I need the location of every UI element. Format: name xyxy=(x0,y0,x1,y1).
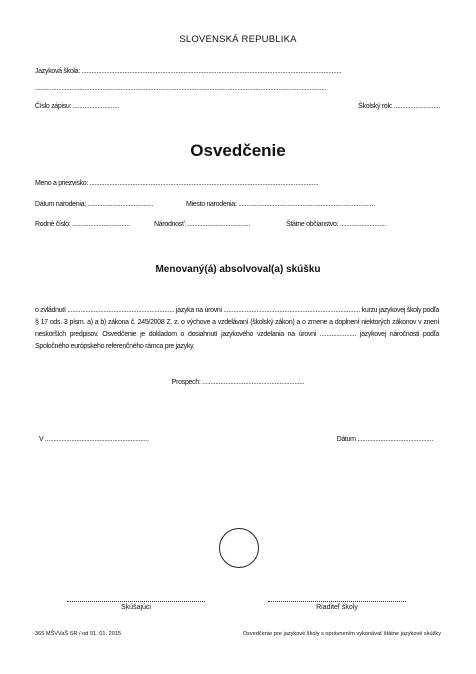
birth-date-field: Dátum narodenia: ........................................ xyxy=(35,201,154,208)
exam-subtitle: Menovaný(á) absolvoval(a) skúšku xyxy=(155,264,321,275)
document-title: Osvedčenie xyxy=(190,141,286,160)
grade-field: Prospech: .............................................................. xyxy=(171,379,305,386)
registration-number-field: Číslo zápisu: ............................ xyxy=(35,103,119,110)
footer-form-code: 365 MŠVVaŠ SR / od 01. 01. 2015 xyxy=(35,631,122,637)
director-signature-line xyxy=(268,601,406,602)
name-field: Meno a priezvisko: ........................................................................................................................................... xyxy=(35,180,319,187)
examiner-label: Skúšajúci xyxy=(121,604,151,611)
school-year-field: Školský rok: ............................ xyxy=(358,103,440,110)
exam-description-paragraph: o zvládnutí ................................................................. jazyka na úrovni ................................................................................... kurzu jazykovej školy podľa § 17 ods. 3 písm. a) a b) zákona č. 245/2008 Z. z. o výchove a vzdelávaní (školský zákon) a o zmene a doplnení niektorých zákonov v znení neskorších predpisov. Osvedčenie je dokladom o dosiahnutí jazykového vzdelania na úrovni ...................... jazykovej náročnosti podľa Spoločného európskeho referenčného rámca pre jazyky. xyxy=(35,307,439,350)
citizenship-field: Štátne občianstvo: ............................ xyxy=(286,221,386,228)
footer-description: Osvedčenie pre jazykové školy s oprávnením vykonávať štátne jazykové skúšky xyxy=(242,631,441,637)
examiner-signature-line xyxy=(67,601,205,602)
school-field-continuation: ................................................................................................................................................................................. xyxy=(35,85,327,92)
official-seal-circle xyxy=(219,528,259,568)
birth-place-field: Miesto narodenia: ................................................................................... xyxy=(186,201,375,208)
school-field: Jazyková škola: .............................................................................................................................................................. xyxy=(35,68,342,75)
director-label: Riaditeľ školy xyxy=(316,604,358,611)
place-field: V ............................................................... xyxy=(39,436,149,443)
country-heading: SLOVENSKÁ REPUBLIKA xyxy=(179,34,297,45)
birth-number-field: Rodné číslo: ................................... xyxy=(35,221,130,228)
date-field: Dátum .............................................. xyxy=(336,436,433,443)
nationality-field: Národnosť: ...................................... xyxy=(154,221,251,228)
